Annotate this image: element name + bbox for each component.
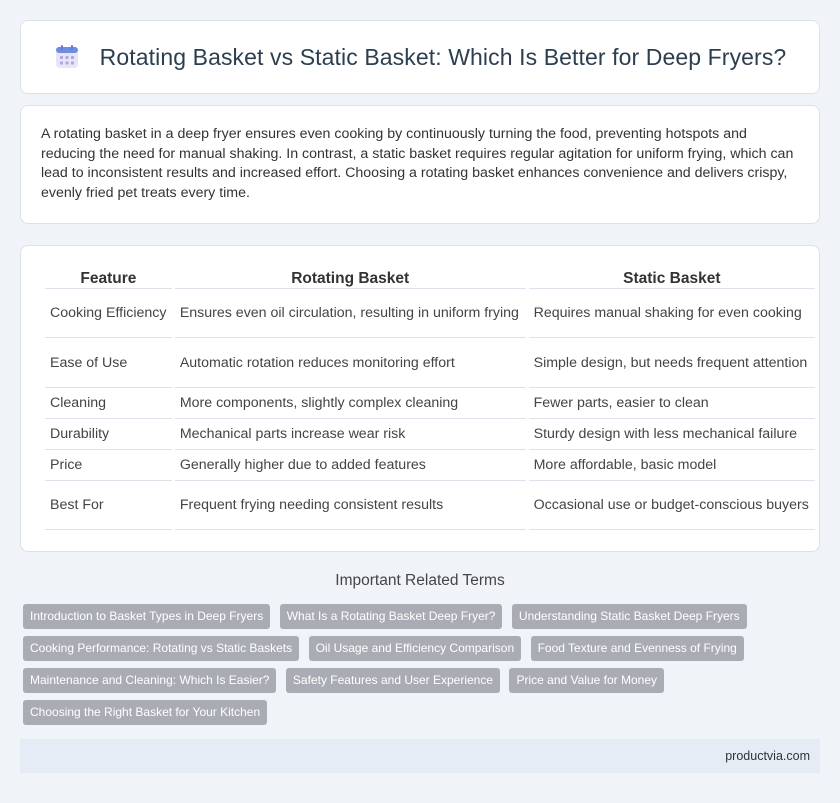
related-tag[interactable]: Introduction to Basket Types in Deep Fryers	[23, 604, 270, 629]
footer	[20, 739, 820, 773]
rotating-cell: More components, slightly complex cleaning	[175, 388, 526, 419]
static-cell: Fewer parts, easier to clean	[529, 388, 815, 419]
related-tag[interactable]: Price and Value for Money	[509, 668, 664, 693]
calendar-icon	[54, 44, 80, 70]
table-row	[45, 419, 815, 450]
rotating-cell: Mechanical parts increase wear risk	[175, 419, 526, 450]
page-title: Rotating Basket vs Static Basket: Which Is Better for Deep Fryers?	[99, 43, 787, 70]
header-static-basket: Static Basket	[529, 264, 815, 289]
rotating-cell: Automatic rotation reduces monitoring effort	[175, 338, 526, 388]
comparison-table	[42, 264, 818, 530]
intro-card	[20, 105, 820, 224]
static-cell: Sturdy design with less mechanical failure	[529, 419, 815, 450]
related-tag[interactable]: Understanding Static Basket Deep Fryers	[512, 604, 747, 629]
related-tag[interactable]: What Is a Rotating Basket Deep Fryer?	[280, 604, 503, 629]
intro-paragraph: A rotating basket in a deep fryer ensures even cooking by continuously turning the food, preventing hotspots and reducing the need for manual shaking. In contrast, a static basket requires regular agitation for uniform frying, which can lead to inconsistent results and increased effort. Choosing a rotating basket enhances convenience and delivers crispy, evenly fried pet treats every time.	[41, 126, 794, 201]
feature-cell: Cleaning	[45, 388, 172, 419]
related-terms-heading: Important Related Terms	[335, 572, 505, 589]
table-row	[45, 388, 815, 419]
table-row	[45, 289, 815, 338]
feature-cell: Cooking Efficiency	[45, 289, 172, 338]
page-header	[20, 20, 820, 94]
static-cell: Simple design, but needs frequent attention	[529, 338, 815, 388]
feature-cell: Best For	[45, 481, 172, 530]
related-terms-list	[23, 604, 823, 732]
related-tag[interactable]: Oil Usage and Efficiency Comparison	[309, 636, 522, 661]
rotating-cell: Ensures even oil circulation, resulting in uniform frying	[175, 289, 526, 338]
feature-cell: Ease of Use	[45, 338, 172, 388]
comparison-card	[20, 245, 820, 552]
static-cell: More affordable, basic model	[529, 450, 815, 481]
related-tag[interactable]: Maintenance and Cleaning: Which Is Easier?	[23, 668, 276, 693]
related-tag[interactable]: Cooking Performance: Rotating vs Static Baskets	[23, 636, 299, 661]
table-header-row	[45, 264, 815, 289]
header-rotating-basket: Rotating Basket	[175, 264, 526, 289]
rotating-cell: Generally higher due to added features	[175, 450, 526, 481]
related-tag[interactable]: Choosing the Right Basket for Your Kitchen	[23, 700, 267, 725]
static-cell: Requires manual shaking for even cooking	[529, 289, 815, 338]
rotating-cell: Frequent frying needing consistent results	[175, 481, 526, 530]
related-tag[interactable]: Safety Features and User Experience	[286, 668, 500, 693]
table-row	[45, 338, 815, 388]
related-tag[interactable]: Food Texture and Evenness of Frying	[531, 636, 744, 661]
header-feature: Feature	[45, 264, 172, 289]
table-row	[45, 450, 815, 481]
table-row	[45, 481, 815, 530]
feature-cell: Price	[45, 450, 172, 481]
feature-cell: Durability	[45, 419, 172, 450]
static-cell: Occasional use or budget-conscious buyers	[529, 481, 815, 530]
footer-site-link[interactable]: productvia.com	[725, 749, 810, 763]
